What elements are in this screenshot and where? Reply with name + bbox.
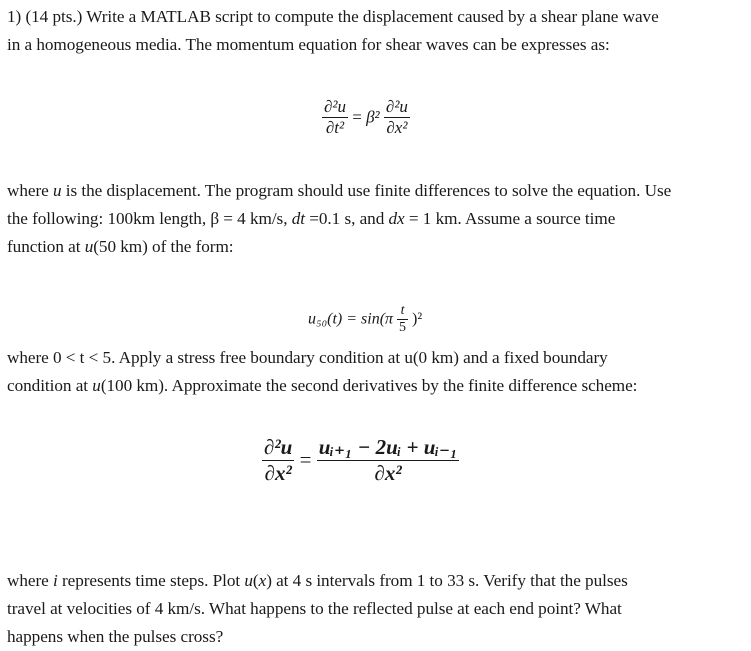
text-span: the following: 100km length, β = 4 km/s, (7, 209, 292, 228)
eq1-coefficient: β² (366, 107, 380, 127)
eq1-rhs-denominator: ∂x² (384, 117, 410, 138)
eq1-lhs-denominator: ∂t² (322, 117, 348, 138)
problem-setup-line2 (7, 205, 737, 233)
eq3-rhs-numerator: uᵢ₊₁ − 2uᵢ + uᵢ₋₁ (318, 435, 458, 459)
problem-tasks-line3: happens when the pulses cross? (7, 627, 224, 646)
eq1-lhs-fraction (322, 97, 348, 138)
problem-tasks (7, 567, 737, 651)
text-span: is the displacement. The program should use finite differences to solve the equation. Use (61, 181, 672, 200)
text-span: represents time steps. Plot (57, 571, 245, 590)
variable-u: u (92, 376, 101, 395)
problem-boundary (7, 344, 737, 400)
variable-u: u (52, 181, 62, 200)
problem-setup-line3 (7, 233, 737, 261)
problem-intro-line1: 1) (14 pts.) Write a MATLAB script to compute the displacement caused by a shear plane wave (7, 7, 659, 26)
eq1-rhs-numerator: ∂²u (385, 97, 408, 116)
eq3-rhs-denominator: ∂x² (317, 460, 460, 486)
eq1-equals: = (352, 107, 362, 127)
text-span: =0.1 s, and (304, 209, 389, 228)
text-span: function at (7, 237, 85, 256)
eq2-fraction-denominator: 5 (399, 320, 407, 335)
problem-intro (7, 3, 737, 59)
eq3-rhs-fraction (317, 434, 460, 486)
text-span: where (7, 181, 53, 200)
variable-u: u (244, 571, 253, 590)
text-span: ) at 4 s intervals from 1 to 33 s. Verify that the pulses (266, 571, 628, 590)
text-span: (100 km). Approximate the second derivatives by the finite difference scheme: (100, 376, 638, 395)
variable-dx: dx (388, 209, 405, 228)
problem-setup (7, 177, 737, 261)
text-span: (50 km) of the form: (93, 237, 234, 256)
eq3-lhs-denominator: ∂x² (262, 460, 294, 486)
problem-setup-line1 (7, 177, 737, 205)
eq2-fraction (397, 303, 408, 336)
text-span: condition at (7, 376, 93, 395)
source-function-equation (308, 303, 422, 336)
eq3-lhs-numerator: ∂²u (264, 434, 293, 459)
eq2-rhs: )² (412, 310, 423, 328)
variable-u: u (84, 237, 94, 256)
problem-tasks-line2: travel at velocities of 4 km/s. What happens to the reflected pulse at each end point? What (7, 599, 622, 618)
eq3-lhs-fraction (262, 435, 294, 486)
eq1-rhs-fraction (384, 97, 410, 138)
variable-x: x (258, 571, 267, 590)
problem-intro-line2: in a homogeneous media. The momentum equation for shear waves can be expresses as: (7, 35, 610, 54)
variable-dt: dt (291, 209, 305, 228)
problem-boundary-line1: where 0 < t < 5. Apply a stress free boundary condition at u(0 km) and a fixed boundary (7, 348, 608, 367)
problem-tasks-line1 (7, 567, 737, 595)
problem-boundary-line2 (7, 372, 737, 400)
eq1-lhs-numerator: ∂²u (324, 97, 346, 116)
text-span: = 1 km. Assume a source time (404, 209, 616, 228)
finite-difference-equation (262, 434, 459, 486)
text-span: where (7, 571, 53, 590)
eq2-fraction-numerator: t (400, 303, 405, 318)
variable-i: i (52, 571, 58, 590)
eq2-lhs: u₅₀(t) = sin(π (308, 310, 394, 328)
text-span: ( (252, 571, 259, 590)
momentum-equation (322, 97, 410, 138)
eq3-equals: = (299, 447, 312, 472)
